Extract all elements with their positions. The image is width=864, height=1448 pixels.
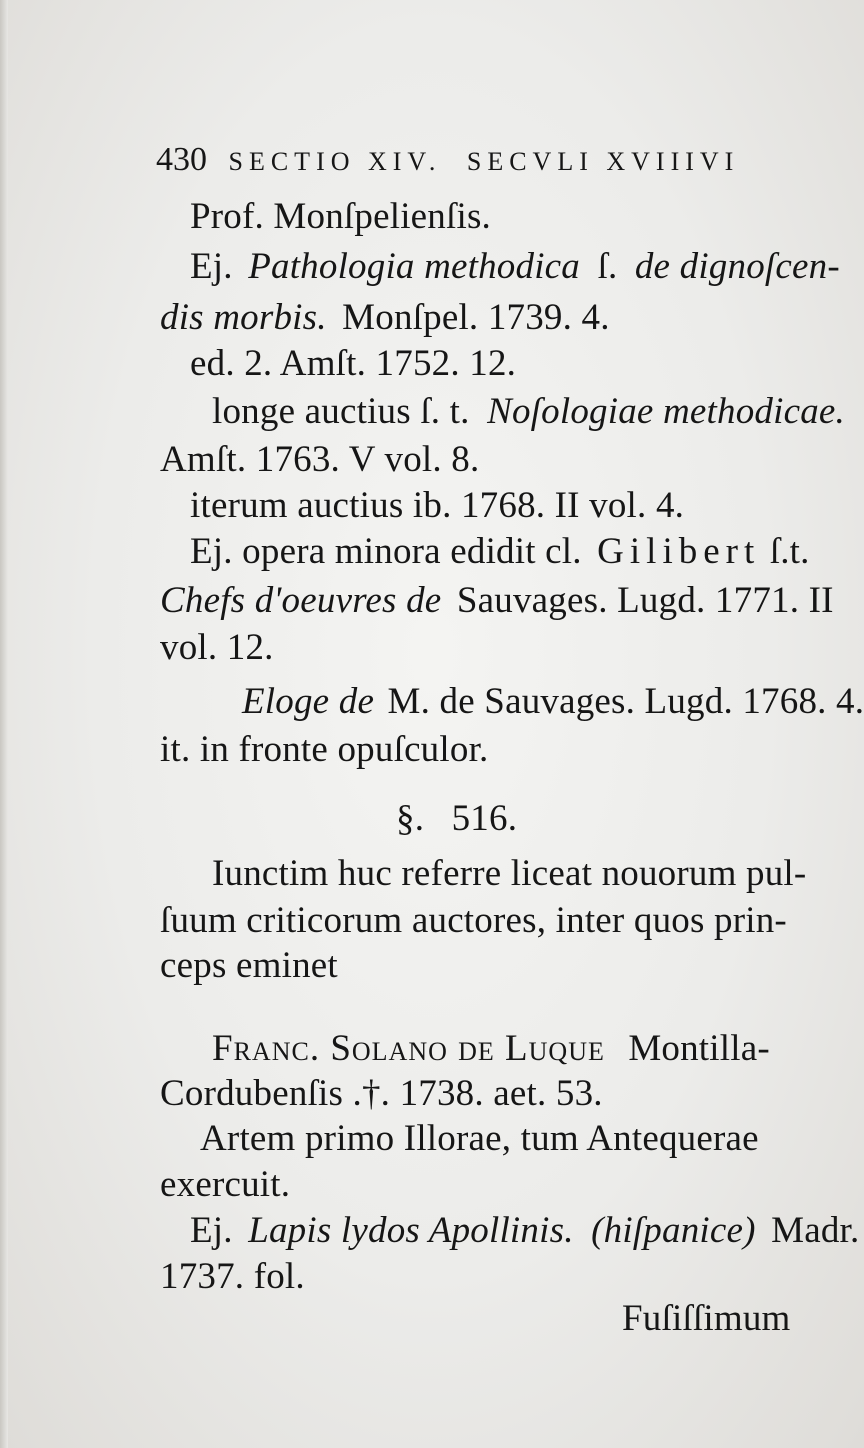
text-span: Montilla- — [628, 1028, 770, 1069]
text-span: Cordubenſis .†. 1738. aet. 53. — [160, 1073, 603, 1114]
text-line — [190, 487, 684, 524]
text-span: Ej. opera minora edidit cl. — [190, 531, 582, 572]
text-line — [242, 683, 864, 720]
text-line — [190, 248, 840, 285]
text-span: vol. 12. — [160, 627, 274, 668]
text-line — [212, 855, 806, 892]
text-span: Ej. — [190, 246, 233, 287]
text-span: Iunctim huc referre liceat nouorum pul- — [212, 853, 807, 894]
text-span: Eloge de — [242, 681, 375, 722]
text-span: ed. 2. Amſt. 1752. 12. — [190, 343, 517, 384]
text-line — [190, 198, 491, 235]
text-line — [190, 1212, 859, 1249]
text-span: Fuſiſſimum — [622, 1298, 791, 1339]
catchword — [622, 1300, 791, 1337]
text-line — [160, 947, 338, 984]
text-line — [190, 533, 810, 570]
text-span: Ej. — [190, 1210, 233, 1251]
section-sign: §. — [396, 798, 425, 839]
text-span: longe auctius ſ. t. — [212, 391, 470, 432]
text-span: dis morbis. — [160, 297, 327, 338]
header-century: SECVLI XVIIIVI — [466, 147, 740, 176]
text-span: Sauvages. Lugd. 1771. II — [456, 580, 834, 621]
text-span: Gilibert — [597, 531, 761, 572]
text-span: Chefs d'oeuvres de — [160, 580, 442, 621]
text-span: (hiſpanice) — [591, 1210, 756, 1251]
text-span: de dignoſcen- — [634, 246, 840, 287]
text-line — [160, 1258, 305, 1295]
text-span: it. in fronte opuſculor. — [160, 729, 489, 770]
text-line — [160, 582, 834, 619]
text-line — [160, 1166, 290, 1203]
text-span: Madr. — [771, 1210, 860, 1251]
binding-edge — [0, 0, 8, 1448]
text-span: Artem primo Illorae, tum Antequerae — [200, 1118, 759, 1159]
text-line — [160, 299, 610, 336]
text-span: ceps eminet — [160, 945, 338, 986]
text-span: 1737. fol. — [160, 1256, 305, 1297]
text-span: Prof. Monſpelienſis. — [190, 196, 492, 237]
text-line — [160, 441, 479, 478]
text-span: ſ. — [597, 246, 618, 287]
text-span: ſ.t. — [769, 531, 810, 572]
title-italic: Pathologia methodica — [248, 246, 581, 287]
text-line — [160, 629, 274, 666]
text-line — [212, 393, 845, 430]
text-span: exercuit. — [160, 1164, 291, 1205]
section-number: 516. — [451, 798, 518, 839]
text-line — [212, 1030, 770, 1067]
text-line — [160, 902, 787, 939]
page-header — [156, 143, 739, 177]
text-span: M. de Sauvages. Lugd. 1768. 4. — [387, 681, 864, 722]
text-span: iterum auctius ib. 1768. II vol. 4. — [190, 485, 685, 526]
text-span: Noſologiae methodicae. — [487, 391, 845, 432]
section-heading — [396, 800, 517, 837]
text-line — [160, 731, 489, 768]
text-span: Monſpel. 1739. 4. — [342, 297, 610, 338]
text-span: ſuum criticorum auctores, inter quos prin- — [160, 900, 787, 941]
text-line — [160, 1075, 603, 1112]
text-span: Lapis lydos Apollinis. — [248, 1210, 574, 1251]
text-line — [190, 345, 516, 382]
text-line — [200, 1120, 759, 1157]
author-name: Franc. Solano de Luque — [212, 1028, 605, 1069]
page-number: 430 — [156, 141, 207, 178]
header-section: SECTIO XIV. — [228, 147, 442, 176]
text-span: Amſt. 1763. V vol. 8. — [160, 439, 480, 480]
